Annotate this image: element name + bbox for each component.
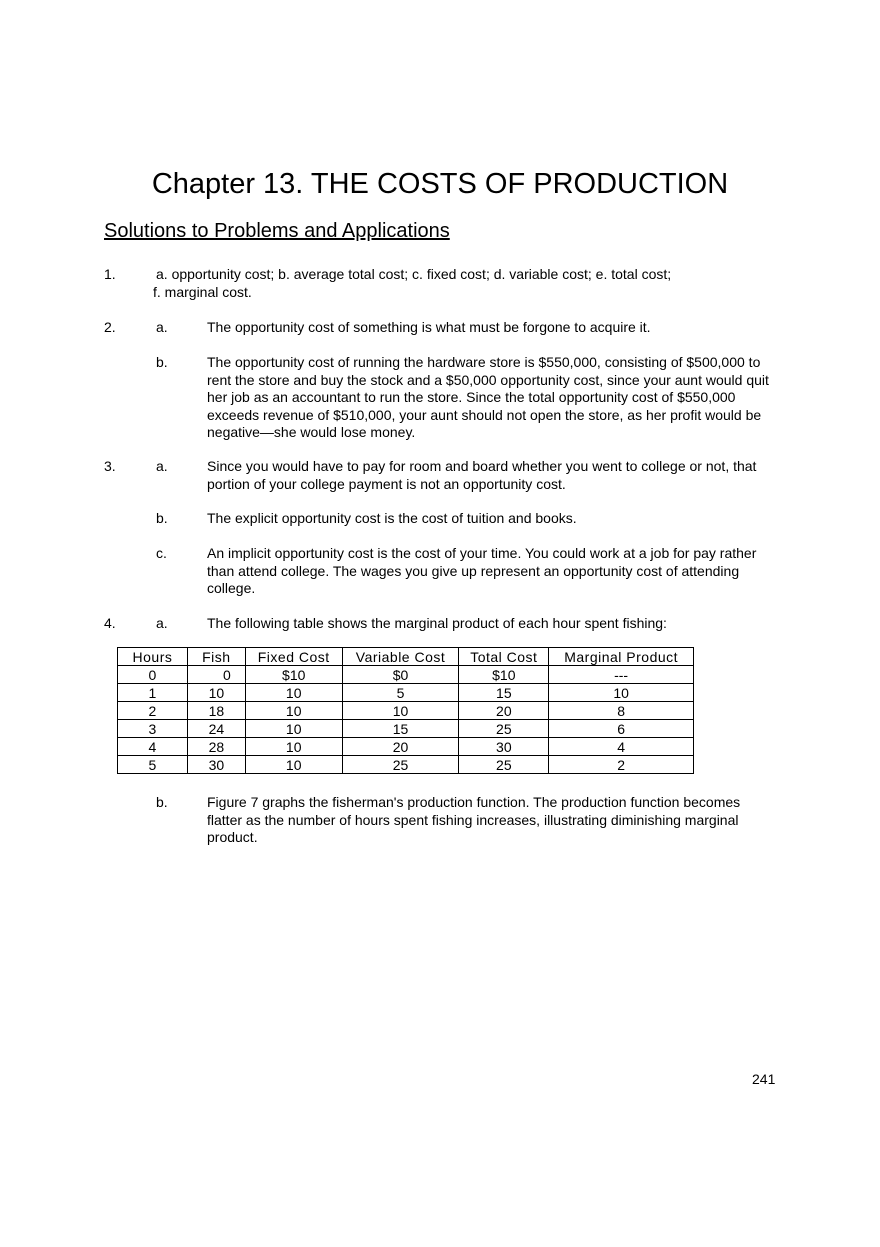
table-row	[118, 720, 694, 738]
question-4b-label: b.	[156, 794, 168, 810]
header-variable-cost: Variable Cost	[342, 648, 459, 666]
header-total-cost: Total Cost	[459, 648, 549, 666]
question-1-number: 1.	[104, 266, 116, 282]
header-fish: Fish	[187, 648, 245, 666]
table-cell: 2	[118, 702, 188, 720]
table-cell: 25	[342, 756, 459, 774]
table-cell: 25	[459, 756, 549, 774]
question-3b-text: The explicit opportunity cost is the cost of tuition and books.	[207, 510, 577, 526]
table-cell: 2	[549, 756, 694, 774]
question-1-answer-line1: a. opportunity cost; b. average total cost; c. fixed cost; d. variable cost; e. total cost;	[156, 266, 672, 282]
question-3c-text: An implicit opportunity cost is the cost of your time. You could work at a job for pay rather than attend college. The wages you give up represent an opportunity cost of attending college.	[207, 545, 757, 596]
question-3-number: 3.	[104, 458, 116, 474]
header-marginal-product: Marginal Product	[549, 648, 694, 666]
question-2a-text: The opportunity cost of something is what must be forgone to acquire it.	[207, 319, 651, 335]
table-cell: 30	[187, 756, 245, 774]
table-row	[118, 756, 694, 774]
question-4a-text: The following table shows the marginal product of each hour spent fishing:	[207, 615, 667, 631]
table-cell: 4	[549, 738, 694, 756]
table-cell: 0	[118, 666, 188, 684]
question-3a-text: Since you would have to pay for room and board whether you went to college or not, that portion of your college payment is not an opportunity cost.	[207, 458, 757, 492]
table-cell: 10	[245, 702, 342, 720]
table-cell: 15	[342, 720, 459, 738]
table-cell: 28	[187, 738, 245, 756]
question-4-number: 4.	[104, 615, 116, 631]
question-2a-label: a.	[156, 319, 168, 335]
table-cell: 3	[118, 720, 188, 738]
table-cell: 4	[118, 738, 188, 756]
table-cell: 15	[459, 684, 549, 702]
table-cell: 10	[245, 720, 342, 738]
header-fixed-cost: Fixed Cost	[245, 648, 342, 666]
question-2b-text: The opportunity cost of running the hardware store is $550,000, consisting of $500,000 to rent the store and buy the stock and a $50,000 opportunity cost, since your aunt would quit her job as an accountant to run the store. Since the total opportunity cost of $550,000 exceeds revenue of $510,000, your aunt should not open the store, as her profit would be negative—she would lose money.	[207, 354, 769, 440]
table-row	[118, 666, 694, 684]
table-cell: 1	[118, 684, 188, 702]
question-2-number: 2.	[104, 319, 116, 335]
table-cell: 20	[342, 738, 459, 756]
table-cell: $10	[459, 666, 549, 684]
table-cell: 10	[245, 738, 342, 756]
table-row	[118, 684, 694, 702]
question-1-answer-line2: f. marginal cost.	[153, 284, 252, 300]
header-hours: Hours	[118, 648, 188, 666]
table-header-row	[118, 648, 694, 666]
table-cell: 20	[459, 702, 549, 720]
page-title: Chapter 13. THE COSTS OF PRODUCTION	[151, 168, 729, 200]
question-4b-text: Figure 7 graphs the fisherman's production function. The production function becomes flatter as the number of hours spent fishing increases, illustrating diminishing marginal product.	[207, 794, 741, 845]
table-cell: 25	[459, 720, 549, 738]
table-cell: 6	[549, 720, 694, 738]
table-cell: 0	[187, 666, 245, 684]
question-2b-label: b.	[156, 354, 168, 370]
question-3b-label: b.	[156, 510, 168, 526]
table-cell: $0	[342, 666, 459, 684]
page-number: 241	[752, 1071, 776, 1087]
table-cell: 10	[245, 756, 342, 774]
table-row	[118, 702, 694, 720]
table-cell: 10	[245, 684, 342, 702]
question-3a-label: a.	[156, 458, 168, 474]
marginal-product-table	[117, 647, 694, 774]
table-cell: $10	[245, 666, 342, 684]
table-cell: 10	[187, 684, 245, 702]
table-cell: 18	[187, 702, 245, 720]
table-row	[118, 738, 694, 756]
table-cell: 24	[187, 720, 245, 738]
table-cell: 5	[342, 684, 459, 702]
table-cell: 5	[118, 756, 188, 774]
section-heading: Solutions to Problems and Applications	[104, 220, 450, 242]
table-cell: 30	[459, 738, 549, 756]
table-cell: ---	[549, 666, 694, 684]
question-4a-label: a.	[156, 615, 168, 631]
table-cell: 10	[549, 684, 694, 702]
question-3c-label: c.	[156, 545, 167, 561]
table-cell: 10	[342, 702, 459, 720]
table-cell: 8	[549, 702, 694, 720]
